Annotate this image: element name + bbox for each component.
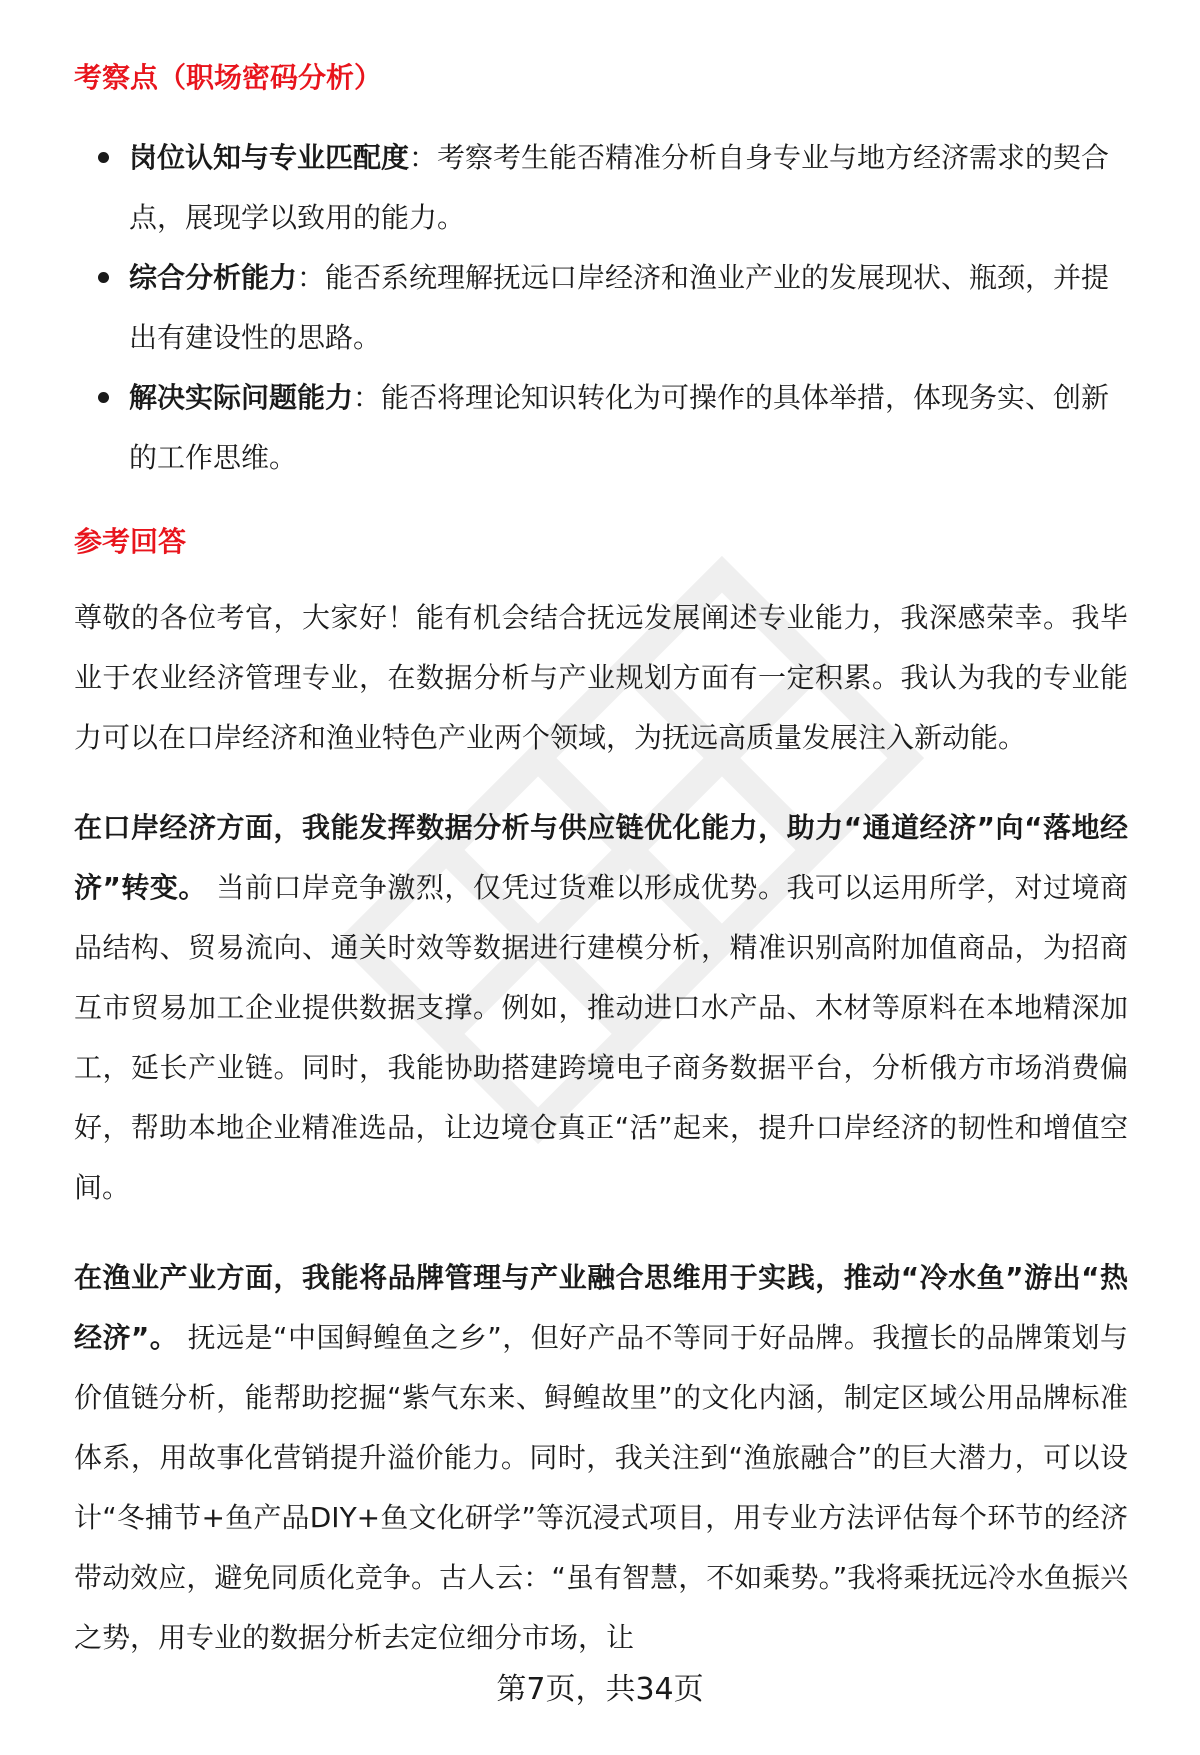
list-item-label: 综合分析能力 bbox=[129, 261, 298, 294]
list-item bbox=[74, 128, 1128, 248]
section-heading-reference-answer: 参考回答 bbox=[74, 525, 187, 558]
list-item bbox=[74, 368, 1128, 488]
exam-points-list bbox=[74, 128, 1128, 488]
list-item-text: ：能否将理论知识转化为可操作的具体举措，体现务实、创新的工作思维。 bbox=[129, 381, 1110, 474]
list-item-text: ：能否系统理解抚远口岸经济和渔业产业的发展现状、瓶颈，并提出有建设性的思路。 bbox=[129, 261, 1110, 354]
answer-fishery-paragraph bbox=[74, 1248, 1128, 1668]
section-heading-exam-points: 考察点（职场密码分析） bbox=[74, 61, 383, 94]
paragraph-lead-bold: 在渔业产业方面，我能将品牌管理与产业融合思维用于实践，推动“冷水鱼”游出“热经济”。 bbox=[74, 1261, 1128, 1354]
bullet-dot-icon bbox=[98, 272, 109, 283]
bullet-dot-icon bbox=[98, 152, 109, 163]
paragraph-body: 当前口岸竞争激烈，仅凭过货难以形成优势。我可以运用所学，对过境商品结构、贸易流向、通关时效等数据进行建模分析，精准识别高附加值商品，为招商互市贸易加工企业提供数据支撑。例如，推动进口水产品、木材等原料在本地精深加工，延长产业链。同时，我能协助搭建跨境电子商务数据平台，分析俄方市场消费偏好，帮助本地企业精准选品，让边境仓真正“活”起来，提升口岸经济的韧性和增值空间。 bbox=[74, 871, 1129, 1204]
page-number-footer: 第7页，共34页 bbox=[496, 1672, 704, 1707]
bullet-dot-icon bbox=[98, 392, 109, 403]
list-item-text: ：考察考生能否精准分析自身专业与地方经济需求的契合点，展现学以致用的能力。 bbox=[129, 141, 1110, 234]
list-item-label: 解决实际问题能力 bbox=[129, 381, 354, 414]
answer-intro-paragraph: 尊敬的各位考官，大家好！能有机会结合抚远发展阐述专业能力，我深感荣幸。我毕业于农业经济管理专业，在数据分析与产业规划方面有一定积累。我认为我的专业能力可以在口岸经济和渔业特色产业两个领域，为抚远高质量发展注入新动能。 bbox=[74, 601, 1128, 754]
list-item bbox=[74, 248, 1128, 368]
answer-port-economy-paragraph bbox=[74, 798, 1128, 1218]
paragraph-lead-bold: 在口岸经济方面，我能发挥数据分析与供应链优化能力，助力“通道经济”向“落地经济”转变。 bbox=[74, 811, 1128, 904]
paragraph-body: 抚远是“中国鲟鳇鱼之乡”，但好产品不等同于好品牌。我擅长的品牌策划与价值链分析，能帮助挖掘“紫气东来、鲟鳇故里”的文化内涵，制定区域公用品牌标准体系，用故事化营销提升溢价能力。同时，我关注到“渔旅融合”的巨大潜力，可以设计“冬捕节+鱼产品DIY+鱼文化研学”等沉浸式项目，用专业方法评估每个环节的经济带动效应，避免同质化竞争。古人云：“虽有智慧，不如乘势。”我将乘抚远冷水鱼振兴之势，用专业的数据分析去定位细分市场，让 bbox=[74, 1321, 1128, 1654]
list-item-label: 岗位认知与专业匹配度 bbox=[129, 141, 410, 174]
